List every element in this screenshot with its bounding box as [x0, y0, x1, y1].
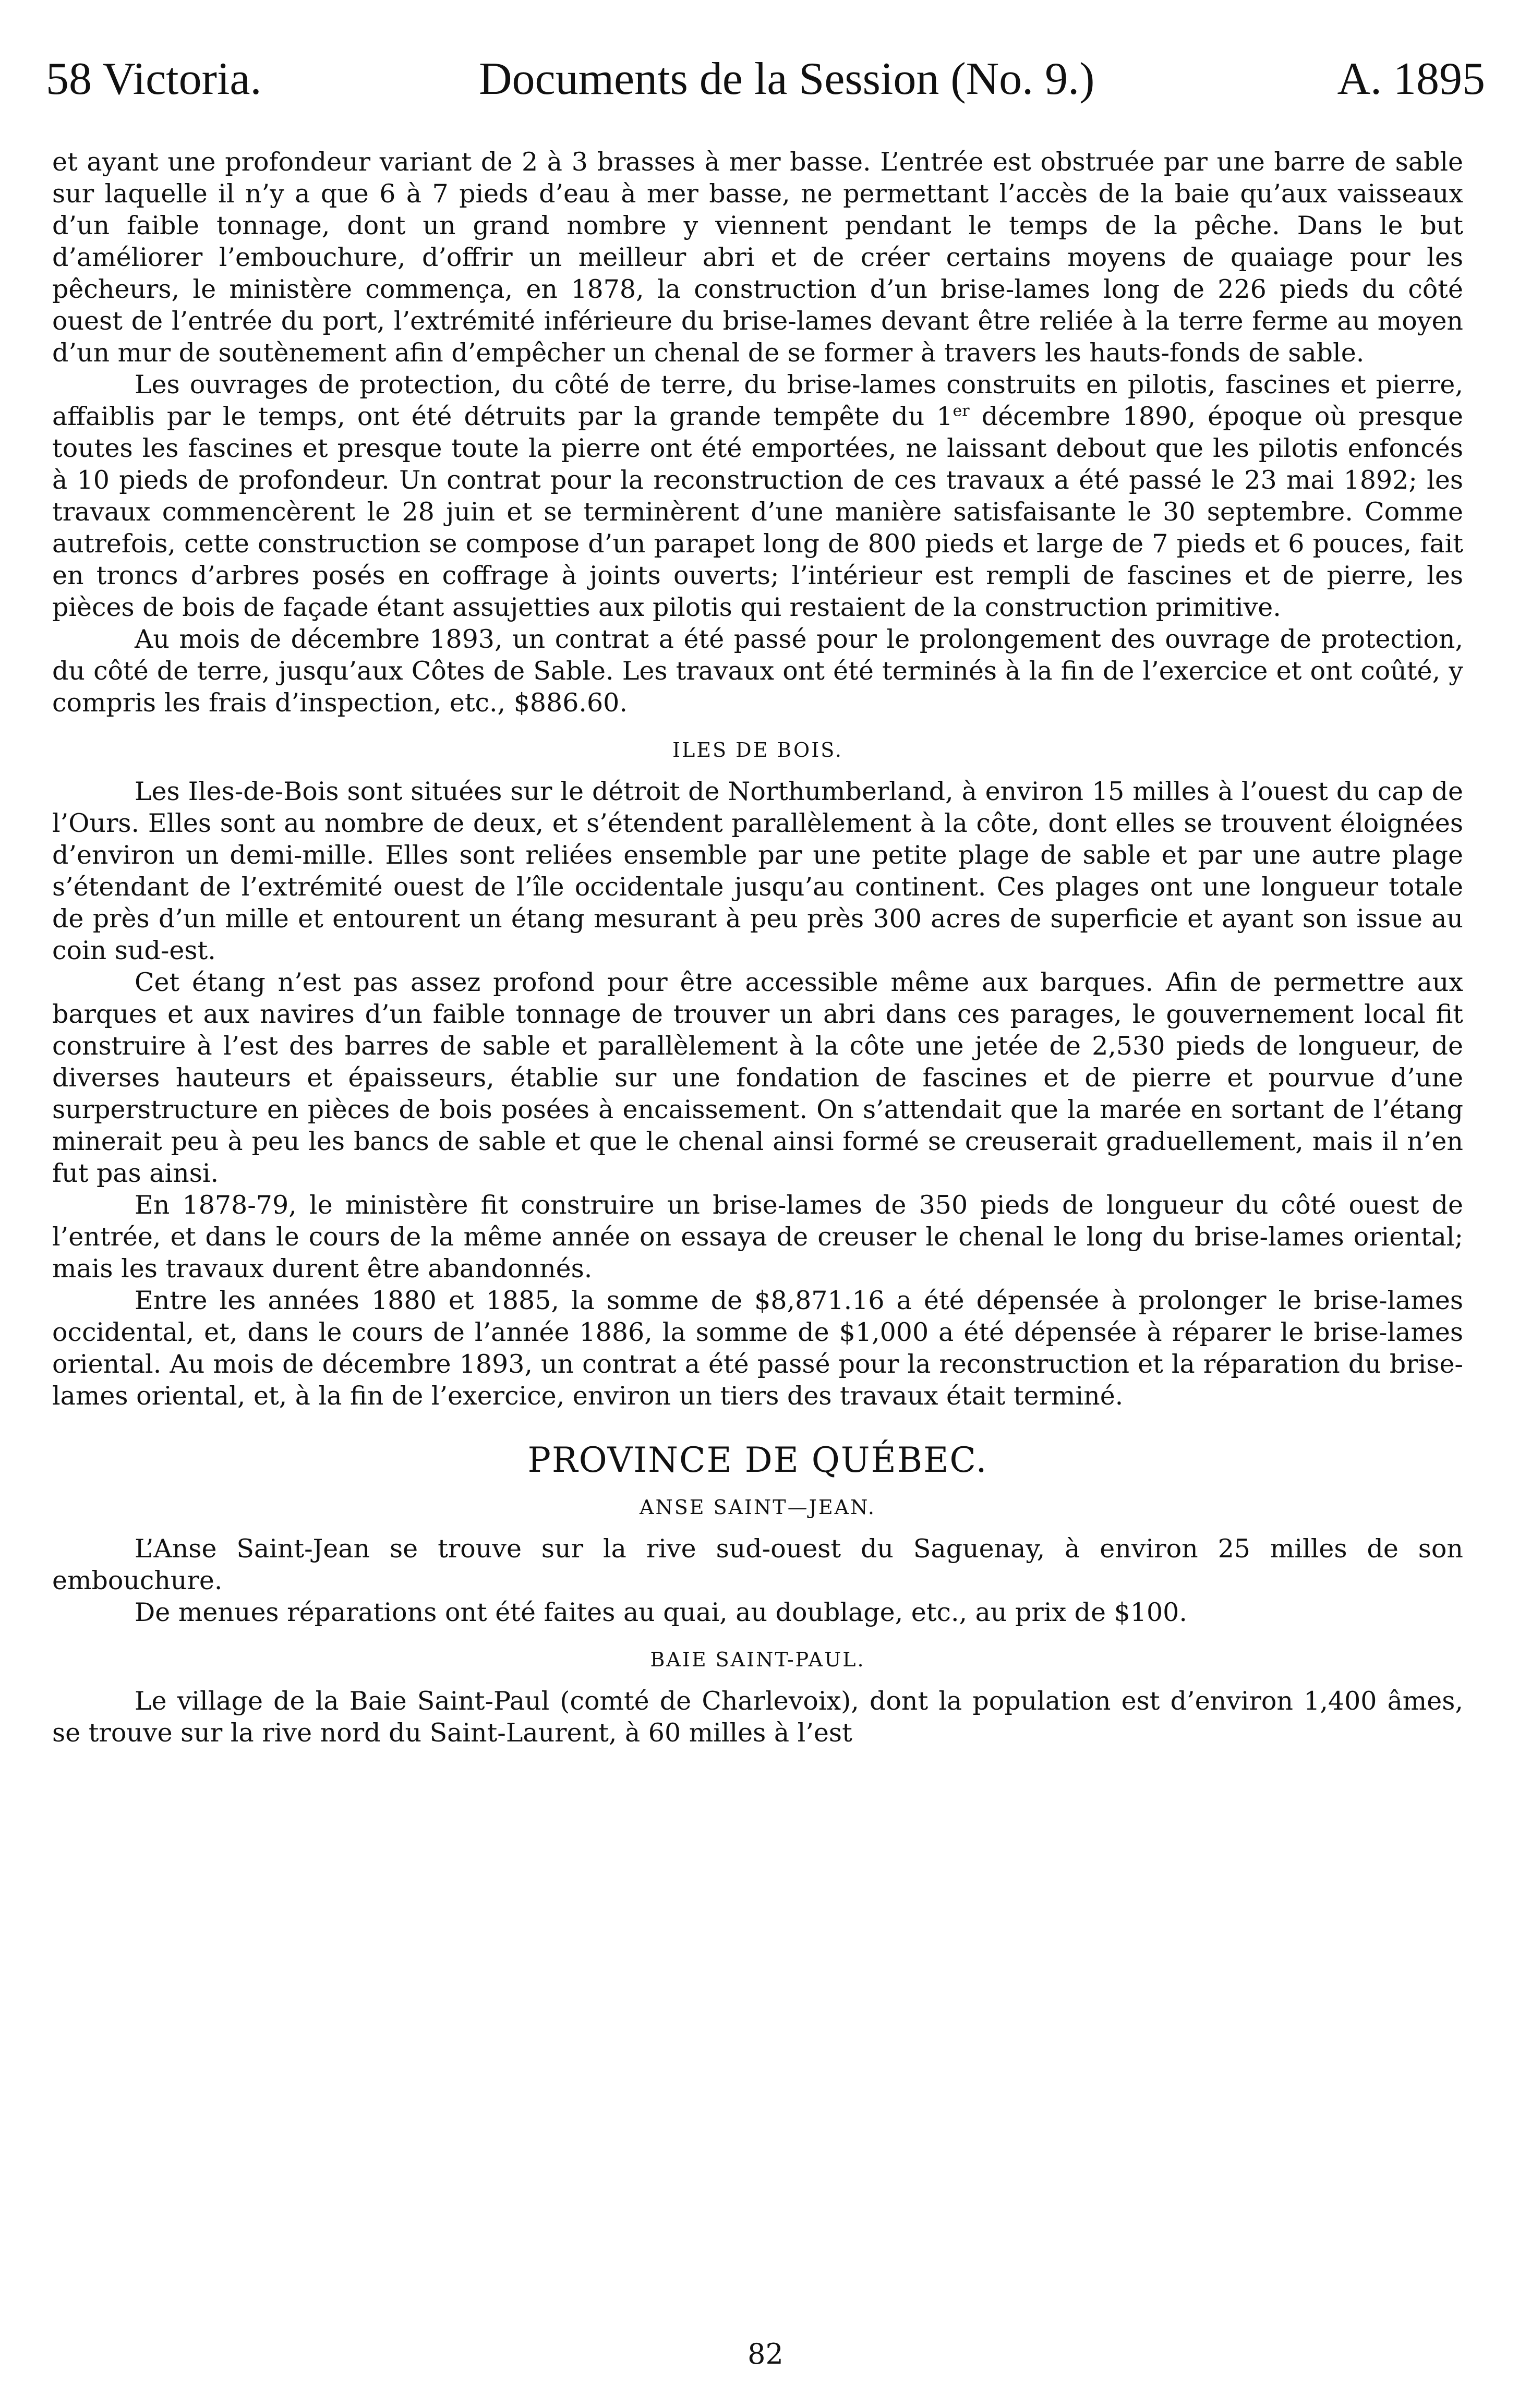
header-document-title: Documents de la Session (No. 9.)	[479, 54, 1095, 104]
header-regnal-year: 58 Victoria.	[46, 54, 262, 104]
paragraph-text: Les ouvrages de protection, du côté de terre, du brise-lames construits en pilotis, fascines et pierre, affaiblis par le temps, ont été détruits par la grande tempête du	[52, 370, 1463, 431]
paragraph: De menues réparations ont été faites au quai, au doublage, etc., au prix de $100.	[135, 1598, 1187, 1627]
paragraph: Les ouvrages de protection, du côté de terre, du brise-lames construits en pilotis, fascines et pierre, affaiblis par le temps, ont été détruits par la grande tempête du 1er décembre 1890, époque où presque toutes les fascines et presque toute la pierre ont été emportées, ne laissant debout que les pilotis enfoncés à 10 pieds de profondeur. Un contrat pour la reconstruction de ces travaux a été passé le 23 mai 1892; les travaux commencèrent le 28 juin et se terminèrent d’une manière satisfaisante le 30 septembre. Comme autrefois, cette construction se compose d’un parapet long de 800 pieds et large de 7 pieds et 6 pouces, fait en troncs d’arbres posés en coffrage à joints ouverts; l’intérieur est rempli de fascines et de pierre, les pièces de bois de façade étant assujetties aux pilotis qui restaient de la construction primitive.	[52, 370, 1463, 622]
page-number: 82	[748, 2338, 783, 2370]
paragraph: L’Anse Saint-Jean se trouve sur la rive sud-ouest du Saguenay, à environ 25 milles de son embouchure.	[52, 1534, 1463, 1595]
paragraph: Entre les années 1880 et 1885, la somme de $8,871.16 a été dépensée à prolonger le brise-lames occidental, et, dans le cours de l’année 1886, la somme de $1,000 a été dépensée à réparer le brise-lames oriental. Au mois de décembre 1893, un contrat a été passé pour la reconstruction et la réparation du brise-lames oriental, et, à la fin de l’exercice, environ un tiers des travaux était terminé.	[52, 1286, 1463, 1411]
paragraph: Le village de la Baie Saint-Paul (comté de Charlevoix), dont la population est d’environ 1,400 âmes, se trouve sur la rive nord du Saint-Laurent, à 60 milles à l’est	[52, 1686, 1463, 1748]
paragraph-text: décembre 1890, époque où presque toutes les fascines et presque toute la pierre ont été emportées, ne laissant debout que les pilotis enfoncés à 10 pieds de profondeur. Un contrat pour la reconstruction de ces travaux a été passé le 23 mai 1892; les travaux commencèrent le 28 juin et se terminèrent d’une manière satisfaisante le 30 septembre. Comme autrefois, cette construction se compose d’un parapet long de 800 pieds et large de 7 pieds et 6 pouces, fait en troncs d’arbres posés en coffrage à joints ouverts; l’intérieur est rempli de fascines et de pierre, les pièces de bois de façade étant assujetties aux pilotis qui restaient de la construction primitive.	[52, 402, 1463, 622]
paragraph: En 1878-79, le ministère fit construire un brise-lames de 350 pieds de longueur du côté ouest de l’entrée, et dans le cours de la même année on essaya de creuser le chenal le long du brise-lames oriental; mais les travaux durent être abandonnés.	[52, 1190, 1463, 1284]
ordinal-suffix: er	[953, 402, 970, 420]
header-year: A. 1895	[1337, 54, 1485, 104]
section-heading-anse-saint-jean: ANSE SAINT—JEAN.	[640, 1496, 876, 1519]
paragraph: Cet étang n’est pas assez profond pour être accessible même aux barques. Afin de permettre aux barques et aux navires d’un faible tonnage de trouver un abri dans ces parages, le gouvernement local fit construire à l’est des barres de sable et parallèlement à la côte une jetée de 2,530 pieds de longueur, de diverses hauteurs et épaisseurs, établie sur une fondation de fascines et de pierre et pourvue d’une surperstructure en pièces de bois posées à encaissement. On s’attendait que la marée en sortant de l’étang minerait peu à peu les bancs de sable et que le chenal ainsi formé se creuserait graduellement, mais il n’en fut pas ainsi.	[52, 967, 1463, 1188]
running-header	[46, 56, 1485, 119]
paragraph: et ayant une profondeur variant de 2 à 3 brasses à mer basse. L’entrée est obstruée par une barre de sable sur laquelle il n’y a que 6 à 7 pieds d’eau à mer basse, ne permettant l’accès de la baie qu’aux vaisseaux d’un faible tonnage, dont un grand nombre y viennent pendant le temps de la pêche. Dans le but d’améliorer l’embouchure, d’offrir un meilleur abri et de créer certains moyens de quaiage pour les pêcheurs, le ministère commença, en 1878, la construction d’un brise-lames long de 226 pieds du côté ouest de l’entrée du port, l’extrémité inférieure du brise-lames devant être reliée à la terre ferme au moyen d’un mur de soutènement afin d’empêcher un chenal de se former à travers les hauts-fonds de sable.	[52, 147, 1463, 368]
section-heading-iles-de-bois: ILES DE BOIS.	[672, 739, 843, 761]
paragraph: Les Iles-de-Bois sont situées sur le détroit de Northumberland, à environ 15 milles à l’ouest du cap de l’Ours. Elles sont au nombre de deux, et s’étendent parallèlement à la côte, dont elles se trouvent éloignées d’environ un demi-mille. Elles sont reliées ensemble par une petite plage de sable et par une autre plage s’étendant de l’extrémité ouest de l’île occidentale jusqu’au continent. Ces plages ont une longueur totale de près d’un mille et entourent un étang mesurant à peu près 300 acres de superficie et ayant son issue au coin sud-est.	[52, 777, 1463, 965]
section-heading-baie-saint-paul: BAIE SAINT-PAUL.	[650, 1648, 865, 1671]
paragraph: Au mois de décembre 1893, un contrat a été passé pour le prolongement des ouvrage de protection, du côté de terre, jusqu’aux Côtes de Sable. Les travaux ont été terminés à la fin de l’exercice et ont coûté, y compris les frais d’inspection, etc., $886.60.	[52, 624, 1463, 718]
province-heading: PROVINCE DE QUÉBEC.	[527, 1440, 988, 1480]
body-text	[52, 146, 1463, 1749]
